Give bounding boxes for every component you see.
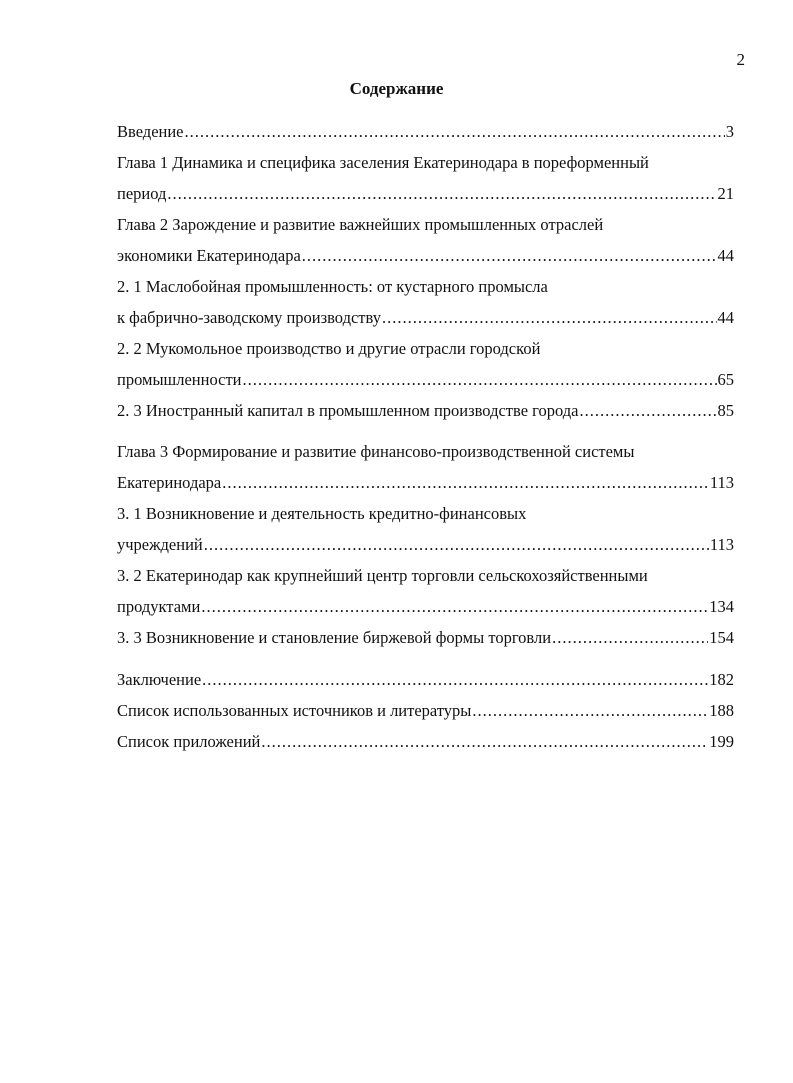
dot-leader [472,695,708,726]
toc-page-number: 182 [709,670,734,689]
toc-entry-text: Введение [117,122,184,141]
dot-leader [552,622,708,653]
toc-entry-text: экономики Екатеринодара [117,246,301,265]
toc-entry-text: учреждений [117,535,203,554]
dot-leader [202,664,708,695]
toc-entry-section-2-3 [117,395,734,426]
toc-entry-section-3-1-cont [117,529,734,560]
toc-entry-text: 2. 2 Мукомольное производство и другие отрасли городской [117,339,541,358]
toc-entry-chapter-2-cont [117,240,734,271]
toc-entry-conclusion [117,664,734,695]
toc-page-number: 113 [709,473,734,492]
toc-entry-text: Екатеринодара [117,473,222,492]
dot-leader [167,178,716,209]
toc-page-number: 65 [717,370,734,389]
toc-page-number: 188 [709,701,734,720]
dot-leader [222,467,709,498]
toc-entry-text: Список использованных источников и литературы [117,701,472,720]
toc-entry-section-3-2 [117,560,734,591]
toc-entry-text: 2. 1 Маслобойная промышленность: от кустарного промысла [117,277,548,296]
toc-entry-section-2-2-cont [117,364,734,395]
table-of-contents [117,116,734,757]
toc-entry-section-3-3 [117,622,734,653]
toc-entry-text: 3. 2 Екатеринодар как крупнейший центр торговли сельскохозяйственными [117,566,648,585]
toc-entry-text: 3. 3 Возникновение и становление биржевой формы торговли [117,628,552,647]
toc-entry-chapter-3-cont [117,467,734,498]
dot-leader [382,302,717,333]
toc-entry-text: период [117,184,167,203]
toc-entry-text: Список приложений [117,732,261,751]
toc-page-number: 134 [709,597,734,616]
dot-leader [302,240,717,271]
toc-entry-section-2-1 [117,271,734,302]
toc-entry-text: 3. 1 Возникновение и деятельность кредитно-финансовых [117,504,527,523]
dot-leader [185,116,725,147]
toc-entry-chapter-3 [117,436,734,467]
toc-page-number: 199 [709,732,734,751]
dot-leader [580,395,717,426]
dot-leader [201,591,708,622]
toc-entry-chapter-2 [117,209,734,240]
toc-page-number: 113 [709,535,734,554]
toc-entry-text: продуктами [117,597,201,616]
toc-page-number: 21 [717,184,734,203]
toc-entry-chapter-1 [117,147,734,178]
toc-entry-section-3-2-cont [117,591,734,622]
toc-page-number: 44 [717,308,734,327]
toc-entry-chapter-1-cont [117,178,734,209]
toc-entry-text: 2. 3 Иностранный капитал в промышленном производстве города [117,401,579,420]
toc-entry-text: к фабрично-заводскому производству [117,308,381,327]
toc-entry-section-2-2 [117,333,734,364]
toc-entry-intro [117,116,734,147]
dot-leader [261,726,708,757]
toc-entry-appendices [117,726,734,757]
page-number: 2 [736,50,745,69]
toc-page-number: 3 [725,122,734,141]
toc-entry-text: Глава 2 Зарождение и развитие важнейших промышленных отраслей [117,215,604,234]
toc-page-number: 85 [717,401,734,420]
toc-entry-sources [117,695,734,726]
toc-entry-text: Глава 1 Динамика и специфика заселения Екатеринодара в пореформенный [117,153,649,172]
toc-entry-text: промышленности [117,370,242,389]
toc-page-number: 154 [709,628,734,647]
dot-leader [243,364,717,395]
toc-entry-text: Заключение [117,670,202,689]
toc-entry-section-3-1 [117,498,734,529]
toc-entry-section-2-1-cont [117,302,734,333]
toc-entry-text: Глава 3 Формирование и развитие финансово-производственной системы [117,442,635,461]
dot-leader [204,529,709,560]
toc-page-number: 44 [717,246,734,265]
page-title: Содержание [349,79,444,98]
